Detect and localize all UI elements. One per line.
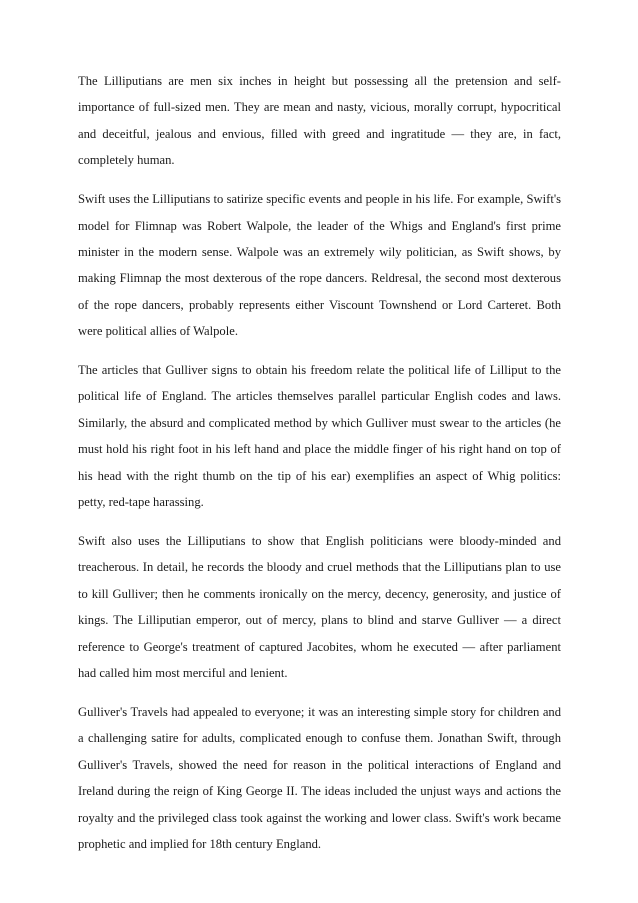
paragraph-satire-flimnap-walpole: Swift uses the Lilliputians to satirize specific events and people in his life. For example, Swift's model for Flimnap was Robert Walpole, the leader of the Whigs and England's first prime minister in the modern sense. Walpole was an extremely wily politician, as Swift shows, by making Flimnap the most dexterous of the rope dancers. Reldresal, the second most dexterous of the rope dancers, probably represents either Viscount Townshend or Lord Carteret. Both were political allies of Walpole. (78, 192, 561, 339)
paragraph-lilliputians-description: The Lilliputians are men six inches in height but possessing all the pretension and self-importance of full-sized men. They are mean and nasty, vicious, morally corrupt, hypocritical and deceitful, jealous and envious, filled with greed and ingratitude — they are, in fact, completely human. (78, 74, 561, 168)
paragraph-conclusion: Gulliver's Travels had appealed to everyone; it was an interesting simple story for children and a challenging satire for adults, complicated enough to confuse them. Jonathan Swift, through Gulliver's Travels, showed the need for reason in the political interactions of England and Ireland during the reign of King George II. The ideas included the unjust ways and actions the royalty and the privileged class took against the working and lower class. Swift's work became prophetic and implied for 18th century England. (78, 704, 561, 851)
paragraph-bloody-minded-politicians: Swift also uses the Lilliputians to show that English politicians were bloody-minded and treacherous. In detail, he records the bloody and cruel methods that the Lilliputians plan to use to kill Gulliver; then he comments ironically on the mercy, decency, generosity, and justice of kings. The Lilliputian emperor, out of mercy, plans to blind and starve Gulliver — a direct reference to George's treatment of captured Jacobites, whom he executed — after parliament had called him most merciful and lenient. (78, 534, 561, 681)
paragraph-articles-of-freedom: The articles that Gulliver signs to obtain his freedom relate the political life of Lilliput to the political life of England. The articles themselves parallel particular English codes and laws. Similarly, the absurd and complicated method by which Gulliver must swear to the articles (he must hold his right foot in his left hand and place the middle finger of his right hand on top of his head with the right thumb on the tip of his ear) exemplifies an aspect of Whig politics: petty, red-tape harassing. (78, 363, 561, 510)
document-page (78, 68, 561, 870)
